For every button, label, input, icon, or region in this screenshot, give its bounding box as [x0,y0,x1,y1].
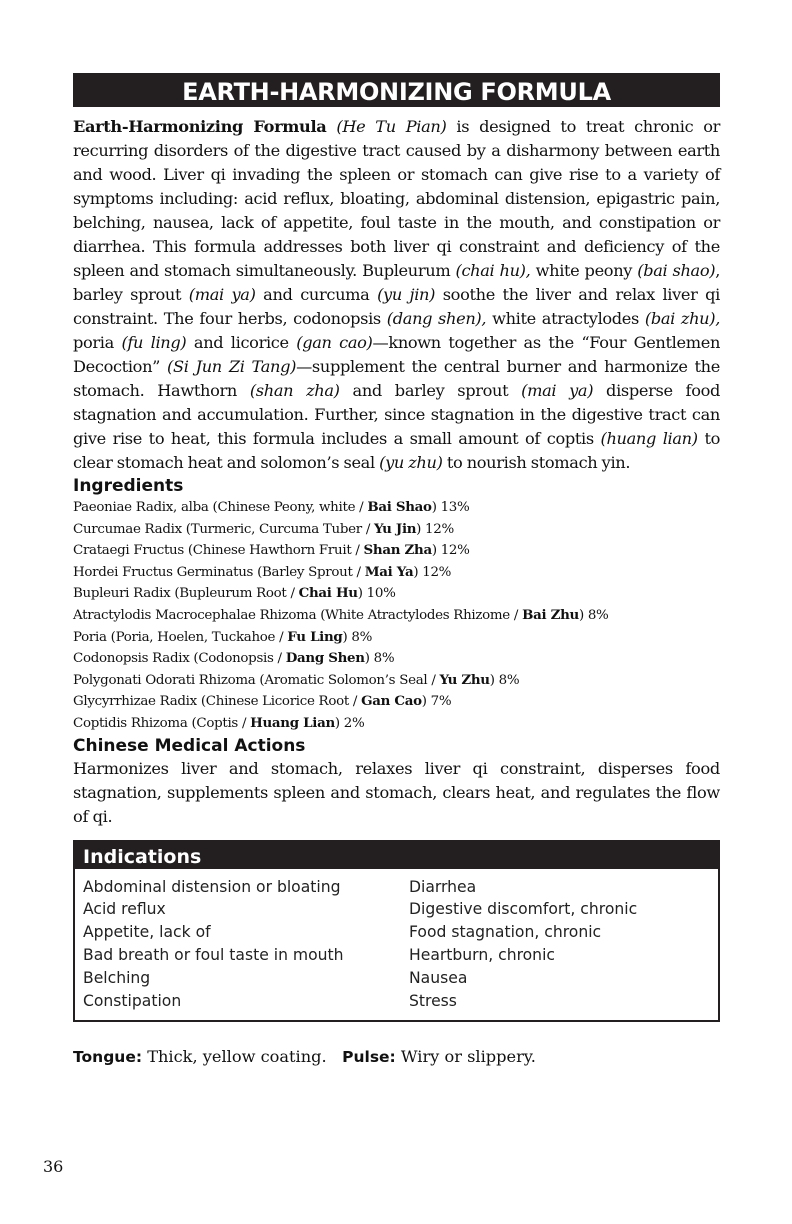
intro-text: white atractylodes [486,309,645,328]
ingredient-pinyin: Huang Lian [250,714,335,731]
ingredients-heading: Ingredients [73,476,184,496]
indications-grid [75,869,718,1021]
actions-paragraph: Harmonizes liver and stomach, relaxes liver qi constraint, disperses food stagnation, supplements spleen and stomach, clears heat, and regulates the flow of qi. [73,758,720,826]
ingredient-pinyin: Gan Cao [361,693,422,710]
ingredient-item [73,583,720,605]
formula-name: Earth-Harmonizing Formula [73,117,327,136]
intro-text: poria [73,333,122,352]
ingredient-pinyin: Fu Ling [287,628,343,645]
ingredient-name: Paeoniae Radix, alba (Chinese Peony, white / [73,500,368,515]
ingredient-pinyin: Bai Shao [367,499,432,515]
page-content [73,73,720,1069]
intro-text: and licorice [186,333,297,352]
ingredient-pinyin: Yu Zhu [439,671,490,688]
tongue-pulse-line [73,1045,720,1069]
ingredient-percent: ) 8% [364,651,395,667]
ingredient-name: Atractylodis Macrocephalae Rhizoma (White Atractylodes Rhizome / [73,607,523,623]
intro-paragraph [73,115,720,475]
ingredient-item [73,540,720,562]
ingredient-item [73,691,720,713]
indications-left-column [83,876,409,1013]
pinyin-term: (fu ling) [121,333,187,352]
ingredient-percent: ) 12% [413,564,452,580]
pinyin-term: (Si Jun Zi Tang) [167,357,297,376]
indication-item: Belching [83,968,151,987]
ingredient-item [73,670,720,692]
ingredient-percent: ) 7% [421,694,452,710]
indication-item: Food stagnation, chronic [409,923,602,942]
indication-item: Digestive discomfort, chronic [409,900,638,919]
ingredient-percent: ) 8% [342,629,372,645]
indication-item: Diarrhea [409,877,477,896]
ingredient-item [73,648,720,670]
ingredient-pinyin: Dang Shen [285,650,365,667]
tongue-label: Tongue: [73,1048,143,1067]
ingredient-pinyin: Yu Jin [374,520,417,537]
pinyin-term: (dang shen), [386,309,487,328]
pinyin-term: (huang lian) [600,429,698,448]
ingredients-list [73,497,720,735]
ingredient-name: Coptidis Rhizoma (Coptis / [73,715,251,731]
intro-text: to nourish stomach yin. [442,453,631,472]
indication-item: Appetite, lack of [83,923,211,942]
actions-heading: Chinese Medical Actions [73,735,306,756]
ingredient-name: Curcumae Radix (Turmeric, Curcuma Tuber / [73,521,375,537]
intro-text: —supplement the central burner and harmonize the stomach. Hawthorn [73,357,720,400]
page-title: EARTH-HARMONIZING FORMULA [73,73,720,107]
intro-text: and barley sprout [339,381,522,400]
indication-item: Stress [409,991,457,1010]
indication-item: Nausea [409,968,468,987]
pulse-label: Pulse: [342,1048,396,1067]
ingredient-item [73,605,720,627]
ingredient-item [73,627,720,649]
indications-box [73,840,720,1023]
pinyin-term: (mai ya) [188,285,256,304]
pinyin-term: (chai hu), [455,261,531,280]
ingredient-percent: ) 12% [416,521,454,537]
page-number: 36 [43,1157,64,1176]
pinyin-term: (shan zha) [249,381,340,400]
indication-item: Acid reflux [83,900,166,919]
ingredient-percent: ) 8% [489,672,520,688]
pinyin-term: (yu jin) [377,285,436,304]
intro-text: and curcuma [255,285,378,304]
pinyin-term: (yu zhu) [379,453,443,472]
ingredient-name: Polygonati Odorati Rhizoma (Aromatic Solomon’s Seal / [73,672,440,688]
ingredient-name: Crataegi Fructus (Chinese Hawthorn Fruit / [73,543,364,559]
indications-right-column [409,876,718,1013]
ingredient-name: Poria (Poria, Hoelen, Tuckahoe / [73,629,288,645]
ingredient-name: Hordei Fructus Germinatus (Barley Sprout / [73,564,365,580]
ingredient-pinyin: Chai Hu [298,585,358,602]
pinyin-term: (He Tu Pian) [336,117,447,136]
ingredient-percent: ) 8% [578,607,609,623]
intro-text: soothe the liver and relax liver qi constraint. The four herbs, codonopsis [73,285,720,328]
ingredient-percent: ) 10% [357,586,396,602]
pinyin-term: (bai zhu), [644,309,721,328]
indications-heading: Indications [75,842,718,869]
ingredient-percent: ) 13% [431,500,470,515]
indication-item: Abdominal distension or bloating [83,877,341,896]
pinyin-term: (gan cao) [296,333,373,352]
ingredient-pinyin: Mai Ya [364,563,414,580]
intro-text: to clear stomach heat and solomon’s seal [73,429,720,472]
ingredient-pinyin: Shan Zha [363,542,432,559]
ingredient-name: Glycyrrhizae Radix (Chinese Licorice Root / [73,694,362,710]
ingredient-pinyin: Bai Zhu [522,606,579,623]
pinyin-term: (mai ya) [521,381,594,400]
tongue-text: Thick, yellow coating. [142,1047,327,1067]
ingredient-percent: ) 2% [334,715,365,731]
ingredient-name: Bupleuri Radix (Bupleurum Root / [73,586,299,602]
intro-text: white peony [530,261,638,280]
indication-item: Bad breath or foul taste in mouth [83,945,344,964]
intro-text: , barley sprout [73,261,720,304]
pulse-text: Wiry or slippery. [395,1047,536,1067]
indication-item: Heartburn, chronic [409,945,555,964]
intro-text: —known together as the “Four Gentlemen Decoction” [73,333,721,376]
pinyin-term: (bai shao) [637,261,716,280]
intro-text: is designed to treat chronic or recurring disorders of the digestive tract caused by a disharmony between earth and wood. Liver qi invading the spleen or stomach can give rise to a variety of symptoms including: acid reflux, bloating, abdominal distension, epigastric pain, belching, nausea, lack of appetite, foul taste in the mouth, and constipation or diarrhea. This formula addresses both liver qi constraint and deficiency of the spleen and stomach simultaneously. Bupleurum [73,117,721,280]
intro-text: disperse food stagnation and accumulation. Further, since stagnation in the digestive tract can give rise to heat, this formula includes a small amount of coptis [73,381,721,448]
ingredient-item [73,497,720,519]
ingredient-item [73,562,720,584]
ingredient-name: Codonopsis Radix (Codonopsis / [73,651,286,667]
ingredient-percent: ) 12% [431,543,470,559]
ingredient-item [73,713,720,735]
ingredient-item [73,519,720,541]
indication-item: Constipation [83,991,182,1010]
